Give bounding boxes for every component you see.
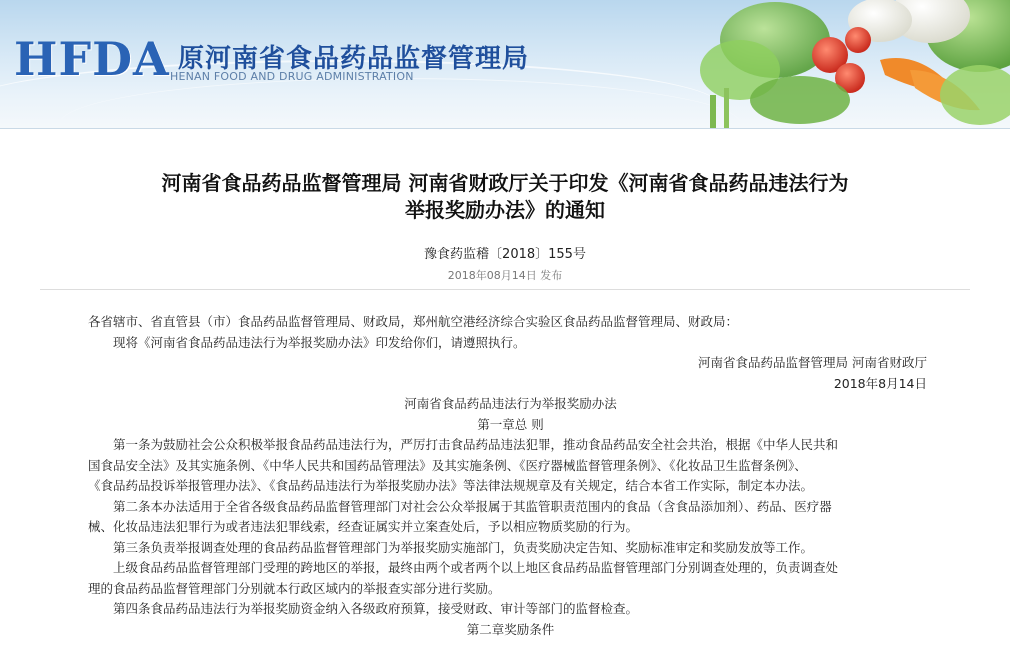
paragraph-line: 上级食品药品监督管理部门受理的跨地区的举报，最终由两个或者两个以上地区食品药品监督管理部门分别调查处理的，负责调查处 [113, 560, 839, 575]
salutation-line: 各省辖市、省直管县（市）食品药品监督管理局、财政局，郑州航空港经济综合实验区食品药品监督管理局、财政局： [88, 314, 739, 329]
paragraph-line: 理的食品药品监督管理部门分别就本行政区域内的举报查实部分进行奖励。 [88, 580, 501, 596]
site-logo-abbreviation[interactable]: HFDA [14, 32, 170, 86]
paragraph-line: 第二条本办法适用于全省各级食品药品监督管理部门对社会公众举报属于其监管职责范围内的食品（含食品添加剂）、药品、医疗器 [113, 498, 832, 514]
paragraph-line: 《食品药品投诉举报管理办法》、《食品药品违法行为举报奖励办法》等法律法规规章及有关规定，结合本省工作实际，制定本办法。 [88, 478, 814, 493]
chapter-heading: 第一章总 则 [477, 416, 544, 432]
paragraph-line: 现将《河南省食品药品违法行为举报奖励办法》印发给你们，请遵照执行。 [113, 334, 526, 350]
article-body [88, 312, 933, 640]
article-container [0, 128, 1010, 646]
vegetables-illustration [680, 0, 1010, 128]
chapter-heading: 第二章奖励条件 [466, 621, 555, 637]
publish-date: 2018年08月14日 发布 [447, 269, 563, 282]
article-title [60, 170, 950, 224]
article-title-line: 河南省食品药品监督管理局 河南省财政厅关于印发《河南省食品药品违法行为 [161, 171, 849, 195]
attachment-title: 河南省食品药品违法行为举报奖励办法 [404, 396, 617, 411]
article-title-line: 举报奖励办法》的通知 [405, 198, 605, 222]
site-header-banner [0, 0, 1010, 129]
signature-date: 2018年8月14日 [833, 375, 927, 391]
paragraph-line: 第一条为鼓励社会公众积极举报食品药品违法行为，严厉打击食品药品违法犯罪，推动食品药品安全社会共治，根据《中华人民共和 [113, 437, 839, 452]
site-name-english: HENAN FOOD AND DRUG ADMINISTRATION [170, 70, 414, 83]
paragraph-line: 械、化妆品违法犯罪行为或者违法犯罪线索，经查证属实并立案查处后，予以相应物质奖励的行为。 [88, 519, 639, 534]
divider [40, 289, 970, 290]
paragraph-line: 第三条负责举报调查处理的食品药品监督管理部门为举报奖励实施部门，负责奖励决定告知、奖励标准审定和奖励发放等工作。 [113, 539, 814, 555]
document-number: 豫食药监稽〔2018〕155号 [424, 247, 586, 262]
paragraph-line: 第四条食品药品违法行为举报奖励资金纳入各级政府预算，接受财政、审计等部门的监督检查。 [113, 601, 639, 616]
site-name-chinese[interactable]: 原河南省食品药品监督管理局 [178, 44, 530, 74]
paragraph-line: 国食品安全法》及其实施条例、《中华人民共和国药品管理法》及其实施条例、《医疗器械监督管理条例》、《化妆品卫生监督条例》、 [88, 457, 807, 473]
issuer-signature: 河南省食品药品监督管理局 河南省财政厅 [698, 355, 927, 370]
